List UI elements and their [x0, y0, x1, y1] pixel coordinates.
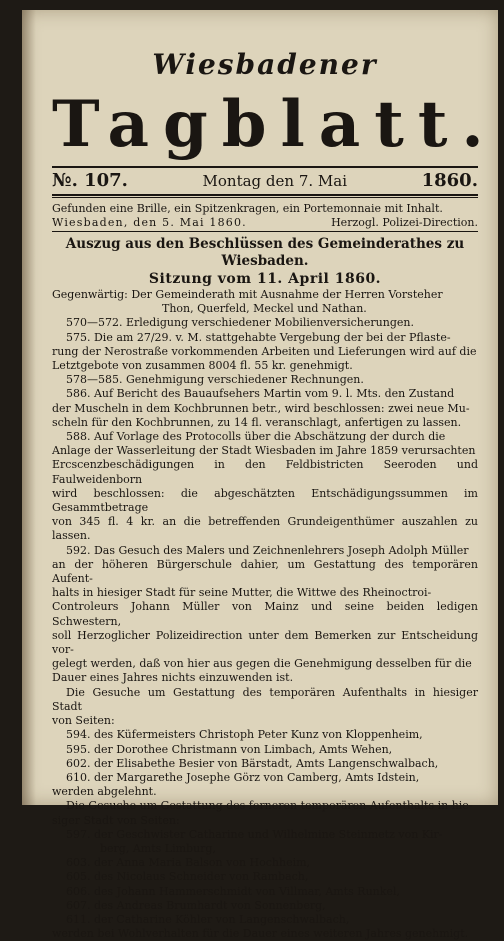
- masthead-rule-top: [52, 166, 478, 168]
- article-line: Die Gesuche um Gestattung des temporären Aufenthalts in hiesiger Stadt: [52, 685, 478, 713]
- article-line: wird beschlossen: die abgeschätzten Entschädigungssummen im Gesammtbetrage: [52, 486, 478, 515]
- article-line: 597. der Geschwister Catharine und Wilhelmine Steinmetz von Kir-: [66, 827, 443, 841]
- article-line: Gegenwärtig: Der Gemeinderath mit Ausnahme der Herren Vorsteher: [52, 288, 443, 301]
- notice-signature: [52, 216, 478, 230]
- notice-text: Gefunden eine Brille, ein Spitzenkragen, ein Portemonnaie mit Inhalt.: [52, 202, 443, 215]
- article-line: siger Stadt von Seiten:: [52, 813, 180, 827]
- notice-place-date: Wiesbaden, den 5. Mai 1860.: [52, 216, 247, 229]
- article-line: von Seiten:: [52, 714, 115, 728]
- masthead-top: Wiesbadener: [152, 48, 378, 81]
- notice-rule: [52, 231, 478, 232]
- masthead-rule-bottom: [52, 194, 478, 196]
- article-line: Thon, Querfeld, Meckel und Nathan.: [162, 302, 367, 316]
- article-line: der Muscheln in dem Kochbrunnen betr., wird beschlossen: zwei neue Mu-: [52, 401, 470, 415]
- article-line: 611. der Catharine Köhler von Langenschwalbach,: [66, 912, 350, 926]
- article-line: 594. des Küfermeisters Christoph Peter Kunz von Kloppenheim,: [66, 728, 423, 742]
- article-line: 606. des Johann Hammerschmidt von Villmar, Amts Runkel,: [66, 884, 400, 898]
- article-line: halts in hiesiger Stadt für seine Mutter, die Wittwe des Rheinoctroi-: [52, 586, 432, 600]
- article-line: 607. des Andreas Brumhardt von Sonnenberg,: [66, 898, 326, 912]
- article-line: 578—585. Genehmigung verschiedener Rechnungen.: [66, 373, 364, 387]
- article-line: 592. Das Gesuch des Malers und Zeichnenlehrers Joseph Adolph Müller: [66, 543, 469, 557]
- article-line: 588. Auf Vorlage des Protocolls über die Abschätzung der durch die: [66, 430, 446, 444]
- article-line: gelegt werden, daß von hier aus gegen die Genehmigung desselben für die: [52, 657, 472, 671]
- article-line: werden abgelehnt.: [52, 785, 157, 799]
- article-line: 575. Die am 27/29. v. M. stattgehabte Vergebung der bei der Pflaste-: [66, 330, 451, 344]
- issue-number: №. 107.: [52, 170, 128, 191]
- issue-line: [52, 170, 478, 192]
- notice-authority: Herzogl. Polizei-Direction.: [331, 216, 478, 229]
- article-line: Controleurs Johann Müller von Mainz und seine beiden ledigen Schwestern,: [52, 600, 478, 628]
- lost-found-notice: [52, 202, 478, 230]
- article-line: 586. Auf Bericht des Bauaufsehers Martin vom 9. l. Mts. den Zustand: [66, 387, 455, 401]
- issue-date: Montag den 7. Mai: [202, 172, 348, 190]
- issue-year: 1860.: [421, 170, 478, 191]
- article-line: soll Herzoglicher Polizeidirection unter dem Bemerken zur Entscheidung vor-: [52, 628, 478, 657]
- article-line: von 345 fl. 4 kr. an die betreffenden Grundeigenthümer auszahlen zu lassen.: [52, 515, 478, 543]
- newspaper-page: [22, 10, 498, 941]
- article-line: 595. der Dorothee Christmann von Limbach, Amts Wehen,: [66, 742, 393, 756]
- article-line: 610. der Margarethe Josephe Görz von Camberg, Amts Idstein,: [66, 770, 420, 784]
- article: [52, 234, 478, 941]
- article-line: 605. des Nicolaus Schneider von Rambach,: [66, 870, 309, 884]
- article-line: Die Gesuche um Gestattung des ferneren temporären Aufenthalts in hie-: [66, 799, 473, 813]
- article-session: Sitzung vom 11. April 1860.: [148, 271, 382, 287]
- article-line: Anlage der Wasserleitung der Stadt Wiesbaden im Jahre 1859 verursachten: [52, 444, 476, 458]
- article-line: Letztgebote von zusammen 8004 fl. 55 kr. genehmigt.: [52, 359, 353, 373]
- article-line: rung der Nerostraße vorkommenden Arbeiten und Lieferungen wird auf die: [52, 344, 477, 358]
- article-line: 570—572. Erledigung verschiedener Mobilienversicherungen.: [66, 316, 414, 330]
- masthead-title: Tagblatt.: [52, 87, 498, 162]
- article-line: 602. der Elisabethe Besier von Bärstadt, Amts Langenschwalbach,: [66, 756, 439, 770]
- article-line: 603. der Anna Maria Balson von Hochheim,: [66, 856, 311, 870]
- article-line: Ercscenzbeschädigungen in den Feldbistricten Seeroden und Faulweidenborn: [52, 458, 478, 486]
- article-line: Dauer eines Jahres nichts einzuwenden ist.: [52, 671, 294, 685]
- article-heading: Auszug aus den Beschlüssen des Gemeinderathes zu Wiesbaden.: [65, 236, 465, 269]
- article-line: berg, Amts Limburg,: [100, 841, 216, 855]
- masthead-rule-thin: [52, 197, 478, 198]
- article-line: scheln für den Kochbrunnen, zu 14 fl. veranschlagt, anfertigen zu lassen.: [52, 415, 462, 429]
- article-line: werden bei Wohlverhalten für die Dauer eines weiteren Jahres genehmigt.: [52, 927, 469, 941]
- article-line: an der höheren Bürgerschule dahier, um Gestattung des temporären Aufent-: [52, 557, 478, 586]
